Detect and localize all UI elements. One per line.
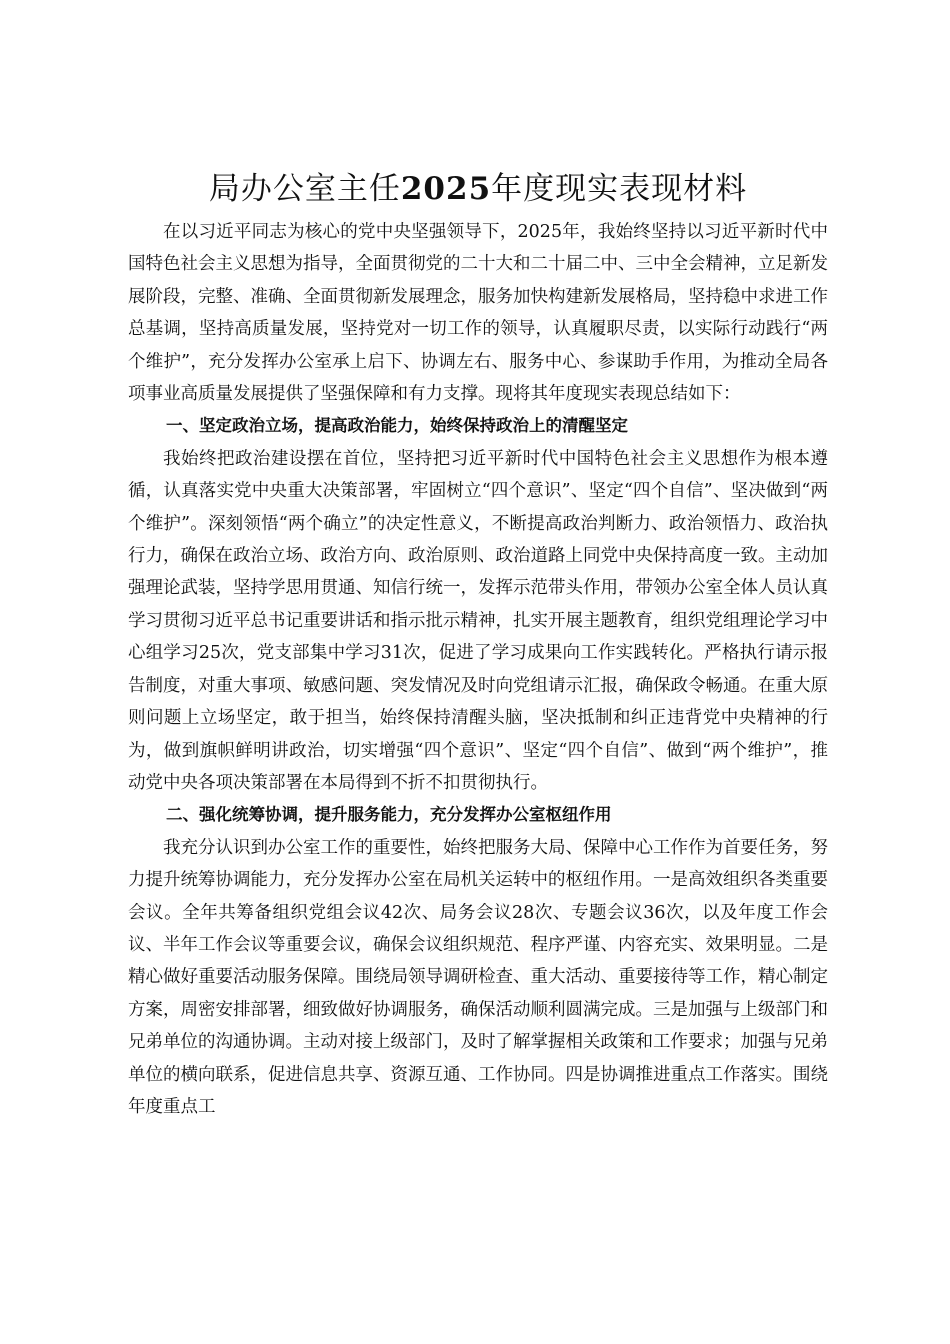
title-suffix: 年度现实表现材料 bbox=[491, 171, 748, 207]
section-2-heading: 二、强化统筹协调，提升服务能力，充分发挥办公室枢纽作用 bbox=[165, 805, 612, 825]
section-1-heading: 一、坚定政治立场，提高政治能力，始终保持政治上的清醒坚定 bbox=[165, 416, 628, 436]
intro-paragraph: 在以习近平同志为核心的党中央坚强领导下，2025年，我始终坚持以习近平新时代中国特色社会主义思想为指导，全面贯彻党的二十大和二十届二中、三中全会精神，立足新发展阶段，完整、准确、全面贯彻新发展理念，服务加快构建新发展格局，坚持稳中求进工作总基调，坚持高质量发展，坚持党对一切工作的领导，认真履职尽责，以实际行动践行“两个维护”，充分发挥办公室承上启下、协调左右、服务中心、参谋助手作用，为推动全局各项事业高质量发展提供了坚强保障和有力支撑。现将其年度现实表现总结如下： bbox=[128, 222, 828, 405]
document-page bbox=[128, 168, 828, 1123]
title-year: 2025 bbox=[400, 171, 492, 207]
document-title bbox=[128, 168, 828, 210]
section-2-body: 我充分认识到办公室工作的重要性，始终把服务大局、保障中心工作作为首要任务，努力提升统筹协调能力，充分发挥办公室在局机关运转中的枢纽作用。一是高效组织各类重要会议。全年共筹备组织党组会议42次、局务会议28次、专题会议36次，以及年度工作会议、半年工作会议等重要会议，确保会议组织规范、程序严谨、内容充实、效果明显。二是精心做好重要活动服务保障。围绕局领导调研检查、重大活动、重要接待等工作，精心制定方案，周密安排部署，细致做好协调服务，确保活动顺利圆满完成。三是加强与上级部门和兄弟单位的沟通协调。主动对接上级部门，及时了解掌握相关政策和工作要求；加强与兄弟单位的横向联系，促进信息共享、资源互通、工作协同。四是协调推进重点工作落实。围绕年度重点工 bbox=[128, 837, 828, 1117]
section-1-body: 我始终把政治建设摆在首位，坚持把习近平新时代中国特色社会主义思想作为根本遵循，认真落实党中央重大决策部署，牢固树立“四个意识”、坚定“四个自信”、坚决做到“两个维护”。深刻领悟“两个确立”的决定性意义，不断提高政治判断力、政治领悟力、政治执行力，确保在政治立场、政治方向、政治原则、政治道路上同党中央保持高度一致。主动加强理论武装，坚持学思用贯通、知信行统一，发挥示范带头作用，带领办公室全体人员认真学习贯彻习近平总书记重要讲话和指示批示精神，扎实开展主题教育，组织党组理论学习中心组学习25次，党支部集中学习31次，促进了学习成果向工作实践转化。严格执行请示报告制度，对重大事项、敏感问题、突发情况及时向党组请示汇报，确保政令畅通。在重大原则问题上立场坚定，敢于担当，始终保持清醒头脑，坚决抵制和纠正违背党中央精神的行为，做到旗帜鲜明讲政治，切实增强“四个意识”、坚定“四个自信”、做到“两个维护”，推动党中央各项决策部署在本局得到不折不扣贯彻执行。 bbox=[128, 448, 828, 793]
title-prefix: 局办公室主任 bbox=[208, 171, 401, 207]
